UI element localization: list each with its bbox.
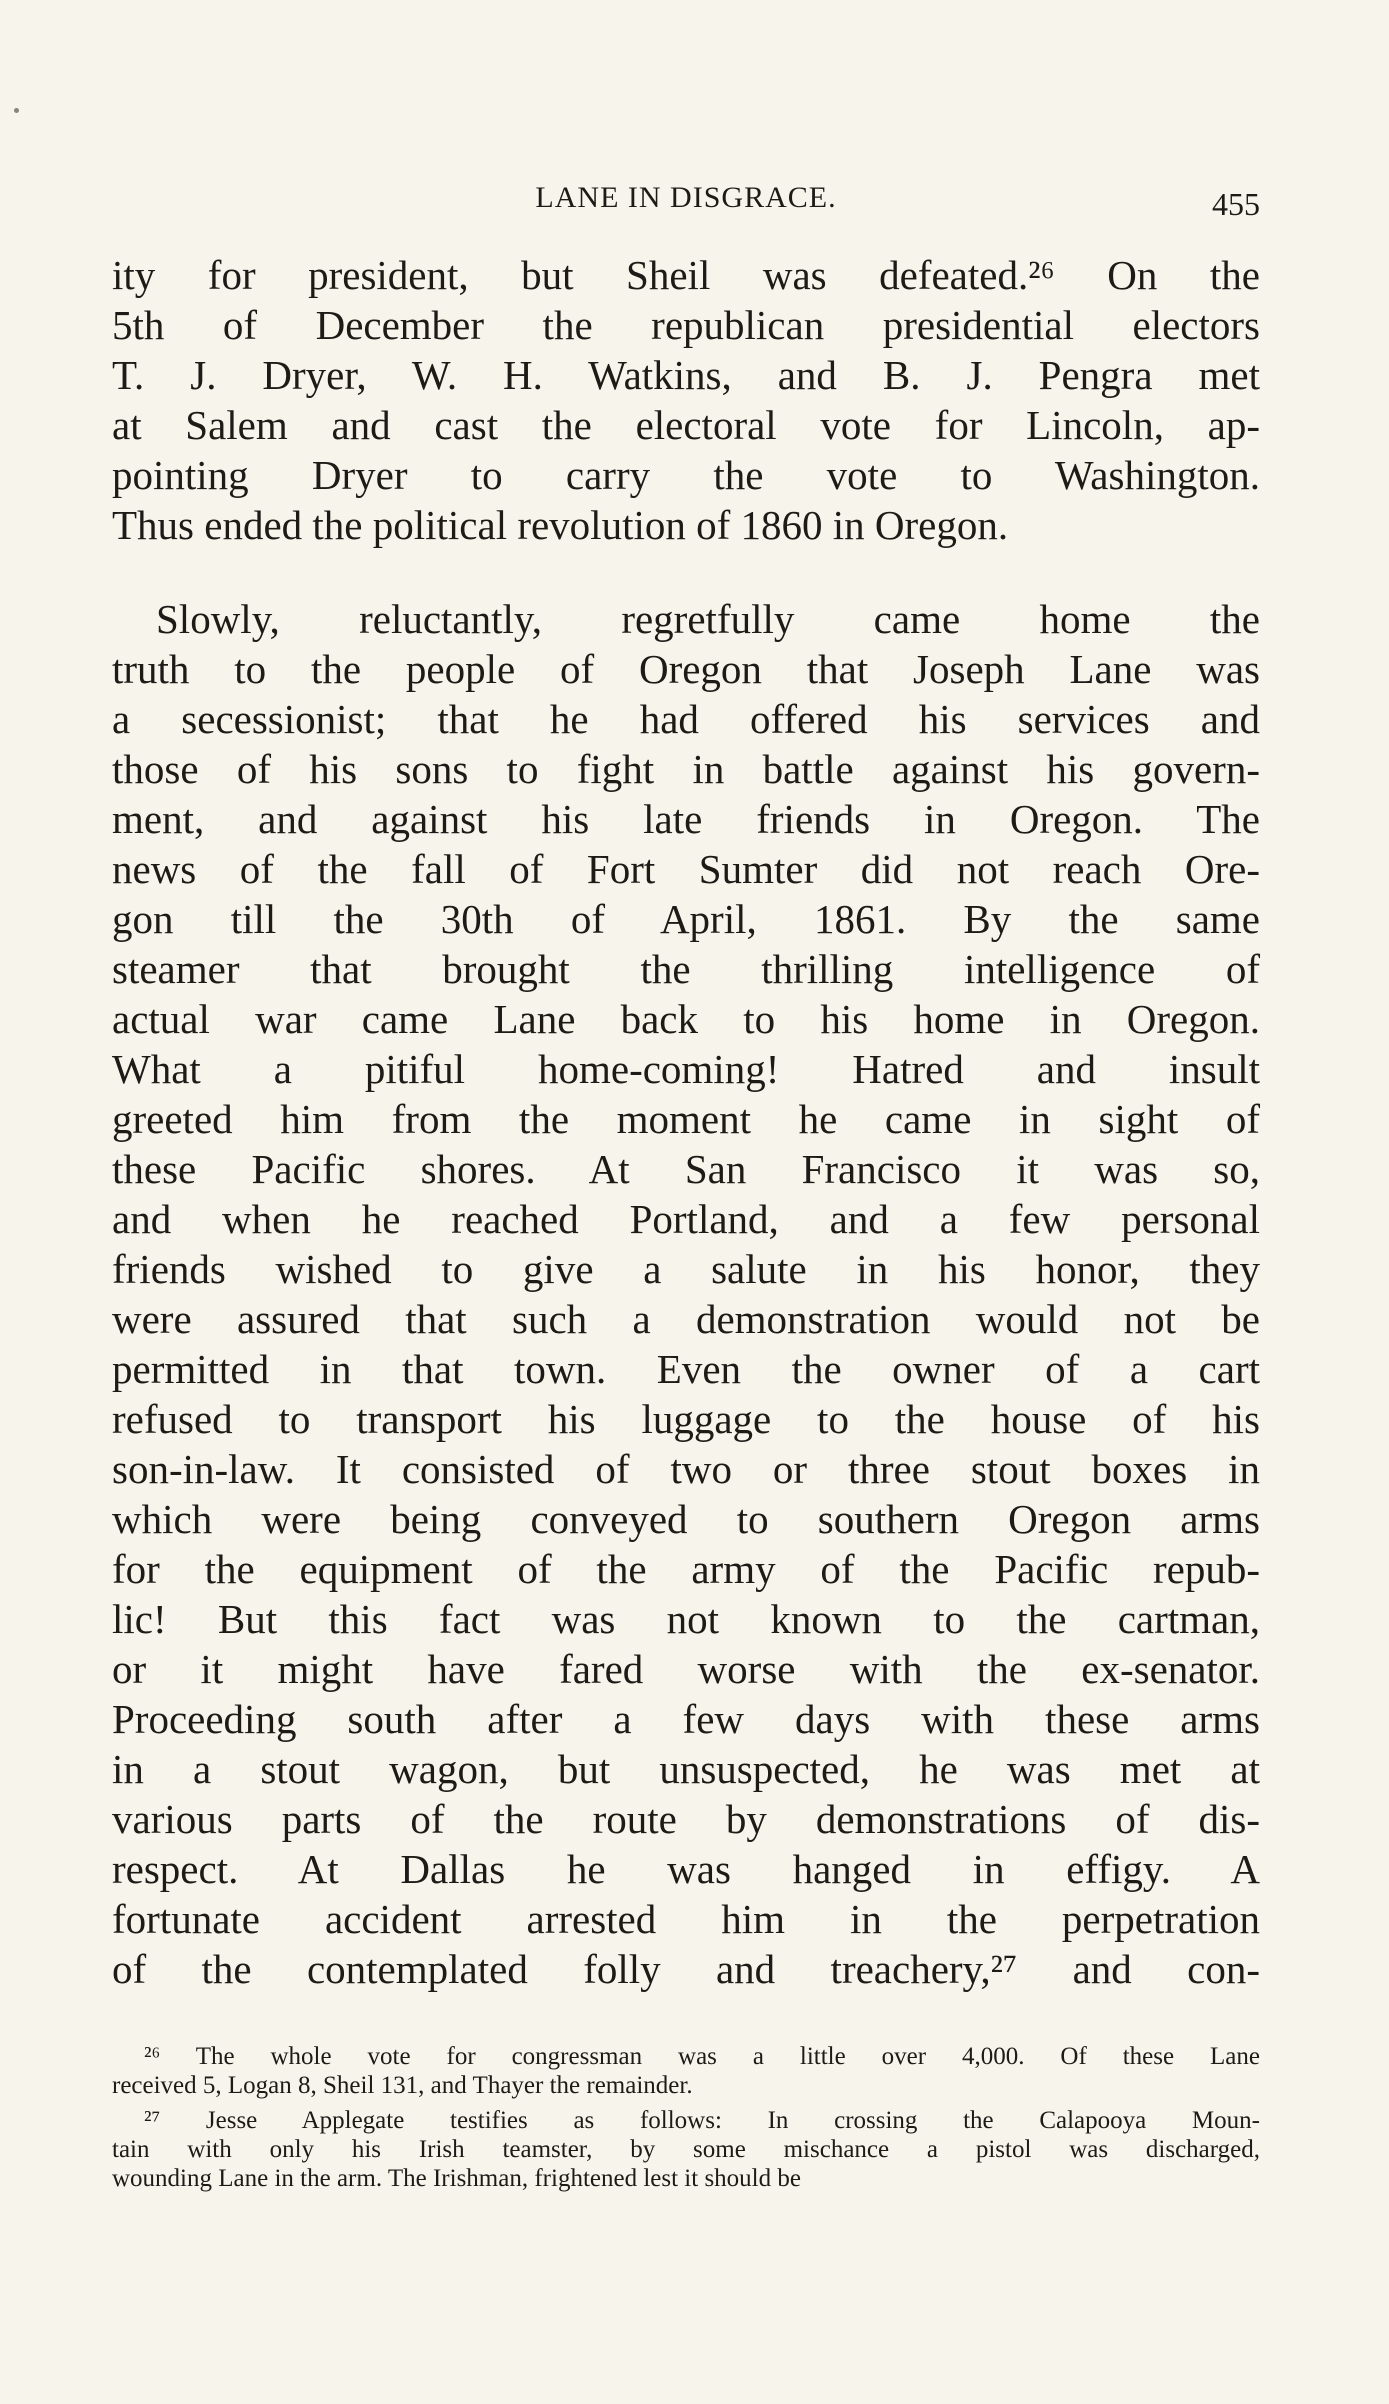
text-line: a secessionist; that he had offered his services and <box>112 696 1260 742</box>
footnote-line: wounding Lane in the arm. The Irishman, frightened lest it should be <box>112 2165 801 2192</box>
text-line: Proceeding south after a few days with these arms <box>112 1696 1260 1742</box>
footnote-26 <box>112 2042 1260 2100</box>
text-line: What a pitiful home-coming! Hatred and insult <box>112 1046 1260 1092</box>
text-line: and when he reached Portland, and a few personal <box>112 1196 1260 1242</box>
text-line: 5th of December the republican presidential electors <box>112 302 1260 348</box>
text-line: actual war came Lane back to his home in Oregon. <box>112 996 1260 1042</box>
footnote-line: tain with only his Irish teamster, by some mischance a pistol was discharged, <box>112 2136 1260 2163</box>
text-line: permitted in that town. Even the owner of a cart <box>112 1346 1260 1392</box>
text-line: steamer that brought the thrilling intelligence of <box>112 946 1260 992</box>
text-line: at Salem and cast the electoral vote for Lincoln, ap- <box>112 402 1260 448</box>
text-line: truth to the people of Oregon that Joseph Lane was <box>112 646 1260 692</box>
text-line: son-in-law. It consisted of two or three stout boxes in <box>112 1446 1260 1492</box>
paragraph-1 <box>112 250 1260 550</box>
paragraph-2 <box>112 594 1260 1994</box>
text-line: for the equipment of the army of the Pacific repub- <box>112 1546 1260 1592</box>
text-line: these Pacific shores. At San Francisco it was so, <box>112 1146 1260 1192</box>
paragraph-break <box>112 550 1260 594</box>
text-line: gon till the 30th of April, 1861. By the same <box>112 896 1260 942</box>
print-speck <box>14 108 19 113</box>
text-line: of the contemplated folly and treachery,²⁷ and con- <box>112 1946 1260 1992</box>
footnote-line: received 5, Logan 8, Sheil 131, and Thayer the remainder. <box>112 2072 693 2099</box>
footnote-27 <box>112 2106 1260 2193</box>
text-line: lic! But this fact was not known to the cartman, <box>112 1596 1260 1642</box>
running-head: LANE IN DISGRACE. <box>535 181 837 214</box>
text-line: pointing Dryer to carry the vote to Washington. <box>112 452 1260 498</box>
page-number: 455 <box>1212 186 1260 222</box>
text-line: respect. At Dallas he was hanged in effigy. A <box>112 1846 1260 1892</box>
text-line: greeted him from the moment he came in sight of <box>112 1096 1260 1142</box>
footnotes <box>112 2042 1260 2193</box>
text-line: those of his sons to fight in battle against his govern- <box>112 746 1260 792</box>
text-line: ity for president, but Sheil was defeated.²⁶ On the <box>112 252 1260 298</box>
footnote-line: ²⁷ Jesse Applegate testifies as follows: In crossing the Calapooya Moun- <box>144 2107 1260 2134</box>
text-line: in a stout wagon, but unsuspected, he was met at <box>112 1746 1260 1792</box>
text-line: Slowly, reluctantly, regretfully came home the <box>156 596 1260 642</box>
text-line: or it might have fared worse with the ex-senator. <box>112 1646 1260 1692</box>
text-line: which were being conveyed to southern Oregon arms <box>112 1496 1260 1542</box>
page-header <box>112 178 1260 222</box>
text-line: ment, and against his late friends in Oregon. The <box>112 796 1260 842</box>
text-line: various parts of the route by demonstrations of dis- <box>112 1796 1260 1842</box>
text-line: fortunate accident arrested him in the perpetration <box>112 1896 1260 1942</box>
text-line: Thus ended the political revolution of 1860 in Oregon. <box>112 502 1009 548</box>
text-line: refused to transport his luggage to the house of his <box>112 1396 1260 1442</box>
text-line: news of the fall of Fort Sumter did not reach Ore- <box>112 846 1260 892</box>
text-line: were assured that such a demonstration would not be <box>112 1296 1260 1342</box>
text-line: T. J. Dryer, W. H. Watkins, and B. J. Pengra met <box>112 352 1260 398</box>
footnote-line: ²⁶ The whole vote for congressman was a little over 4,000. Of these Lane <box>144 2043 1260 2070</box>
text-line: friends wished to give a salute in his honor, they <box>112 1246 1260 1292</box>
body-text <box>112 250 1260 1994</box>
